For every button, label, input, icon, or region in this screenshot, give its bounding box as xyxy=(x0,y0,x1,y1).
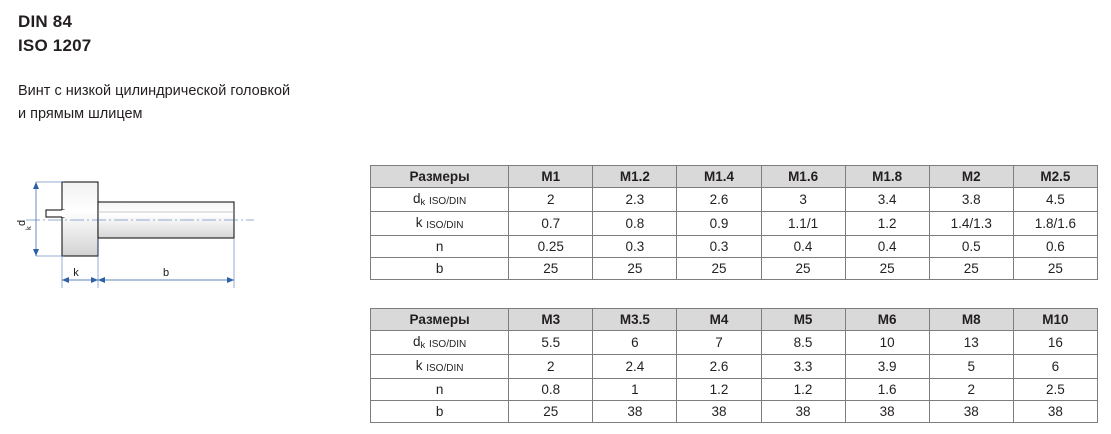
table-cell: 1.8/1.6 xyxy=(1013,212,1097,236)
row-label: b xyxy=(371,258,509,280)
dimension-b xyxy=(98,267,234,283)
table-large-sizes-head xyxy=(371,309,1098,331)
table-cell: 3.3 xyxy=(761,355,845,379)
table-cell: 38 xyxy=(593,401,677,423)
table-cell: 6 xyxy=(593,331,677,355)
table-cell: 25 xyxy=(929,258,1013,280)
title-block xyxy=(18,10,358,125)
row-label: n xyxy=(371,236,509,258)
table-cell: 3.8 xyxy=(929,188,1013,212)
table-cell: 1.2 xyxy=(761,379,845,401)
column-header-size: M5 xyxy=(761,309,845,331)
standard-title xyxy=(18,10,358,58)
table-cell: 2.6 xyxy=(677,355,761,379)
table-large-sizes-body xyxy=(371,331,1098,423)
column-header-size: M4 xyxy=(677,309,761,331)
column-header-size: M1.2 xyxy=(593,166,677,188)
table-cell: 0.8 xyxy=(509,379,593,401)
table-cell: 2.3 xyxy=(593,188,677,212)
table-cell: 7 xyxy=(677,331,761,355)
table-cell: 38 xyxy=(677,401,761,423)
dimension-b-label: b xyxy=(162,267,170,279)
table-row xyxy=(371,212,1098,236)
table-cell: 38 xyxy=(929,401,1013,423)
column-header-dimension: Размеры xyxy=(371,166,509,188)
table-header-row xyxy=(371,309,1098,331)
table-cell: 1 xyxy=(593,379,677,401)
dimension-k xyxy=(62,267,98,283)
row-label: k ISO/DIN xyxy=(371,212,509,236)
table-cell: 2.4 xyxy=(593,355,677,379)
row-label: n xyxy=(371,379,509,401)
table-row xyxy=(371,355,1098,379)
table-cell: 38 xyxy=(761,401,845,423)
table-large-sizes xyxy=(370,308,1098,423)
screw-head xyxy=(46,182,98,256)
row-label: b xyxy=(371,401,509,423)
table-row xyxy=(371,258,1098,280)
column-header-size: M3.5 xyxy=(593,309,677,331)
table-cell: 2 xyxy=(509,188,593,212)
table-cell: 0.3 xyxy=(593,236,677,258)
table-cell: 2.6 xyxy=(677,188,761,212)
table-cell: 0.4 xyxy=(761,236,845,258)
table-cell: 25 xyxy=(509,401,593,423)
table-cell: 25 xyxy=(677,258,761,280)
table-cell: 5.5 xyxy=(509,331,593,355)
table-cell: 1.4/1.3 xyxy=(929,212,1013,236)
table-cell: 1.6 xyxy=(845,379,929,401)
table-cell: 25 xyxy=(845,258,929,280)
table-cell: 2.5 xyxy=(1013,379,1097,401)
screw-slot xyxy=(46,210,64,217)
table-row xyxy=(371,401,1098,423)
screw-drawing-svg xyxy=(6,160,356,305)
table-cell: 1.2 xyxy=(845,212,929,236)
table-small-sizes-head xyxy=(371,166,1098,188)
table-cell: 2 xyxy=(929,379,1013,401)
dimension-dk-sub: k xyxy=(24,226,33,230)
table-cell: 0.25 xyxy=(509,236,593,258)
table-cell: 38 xyxy=(845,401,929,423)
table-row xyxy=(371,331,1098,355)
table-row xyxy=(371,188,1098,212)
table-cell: 3.9 xyxy=(845,355,929,379)
table-cell: 0.8 xyxy=(593,212,677,236)
table-cell: 2 xyxy=(509,355,593,379)
table-cell: 8.5 xyxy=(761,331,845,355)
table-cell: 0.6 xyxy=(1013,236,1097,258)
column-header-size: M6 xyxy=(845,309,929,331)
row-label: k ISO/DIN xyxy=(371,355,509,379)
table-cell: 25 xyxy=(761,258,845,280)
row-label: dk ISO/DIN xyxy=(371,331,509,355)
row-label: dk ISO/DIN xyxy=(371,188,509,212)
table-cell: 16 xyxy=(1013,331,1097,355)
description-line-2: и прямым шлицем xyxy=(18,105,143,122)
table-small-sizes-body xyxy=(371,188,1098,280)
dimension-k-label: k xyxy=(73,267,79,279)
column-header-size: M1.6 xyxy=(761,166,845,188)
dimension-dk xyxy=(16,182,64,256)
dimension-dk-label: d xyxy=(16,219,28,226)
column-header-size: M8 xyxy=(929,309,1013,331)
table-cell: 0.9 xyxy=(677,212,761,236)
table-cell: 0.7 xyxy=(509,212,593,236)
table-cell: 0.3 xyxy=(677,236,761,258)
standard-din: DIN 84 xyxy=(18,12,73,31)
table-row xyxy=(371,379,1098,401)
table-cell: 0.4 xyxy=(845,236,929,258)
table-cell: 4.5 xyxy=(1013,188,1097,212)
table-header-row xyxy=(371,166,1098,188)
table-cell: 1.2 xyxy=(677,379,761,401)
table-cell: 0.5 xyxy=(929,236,1013,258)
column-header-size: M2 xyxy=(929,166,1013,188)
table-row xyxy=(371,236,1098,258)
description-line-1: Винт с низкой цилиндрической головкой xyxy=(18,83,291,100)
table-cell: 38 xyxy=(1013,401,1097,423)
column-header-size: M1 xyxy=(509,166,593,188)
table-cell: 25 xyxy=(1013,258,1097,280)
table-cell: 3 xyxy=(761,188,845,212)
table-cell: 10 xyxy=(845,331,929,355)
table-cell: 1.1/1 xyxy=(761,212,845,236)
screw-technical-drawing xyxy=(6,160,356,305)
table-cell: 6 xyxy=(1013,355,1097,379)
standard-iso: ISO 1207 xyxy=(18,36,92,56)
table-cell: 13 xyxy=(929,331,1013,355)
column-header-size: M1.8 xyxy=(845,166,929,188)
column-header-size: M2.5 xyxy=(1013,166,1097,188)
table-cell: 5 xyxy=(929,355,1013,379)
product-description xyxy=(18,80,358,125)
table-cell: 25 xyxy=(509,258,593,280)
column-header-size: M1.4 xyxy=(677,166,761,188)
table-small-sizes xyxy=(370,165,1098,280)
column-header-size: M3 xyxy=(509,309,593,331)
table-cell: 25 xyxy=(593,258,677,280)
column-header-size: M10 xyxy=(1013,309,1097,331)
column-header-dimension: Размеры xyxy=(371,309,509,331)
table-cell: 3.4 xyxy=(845,188,929,212)
